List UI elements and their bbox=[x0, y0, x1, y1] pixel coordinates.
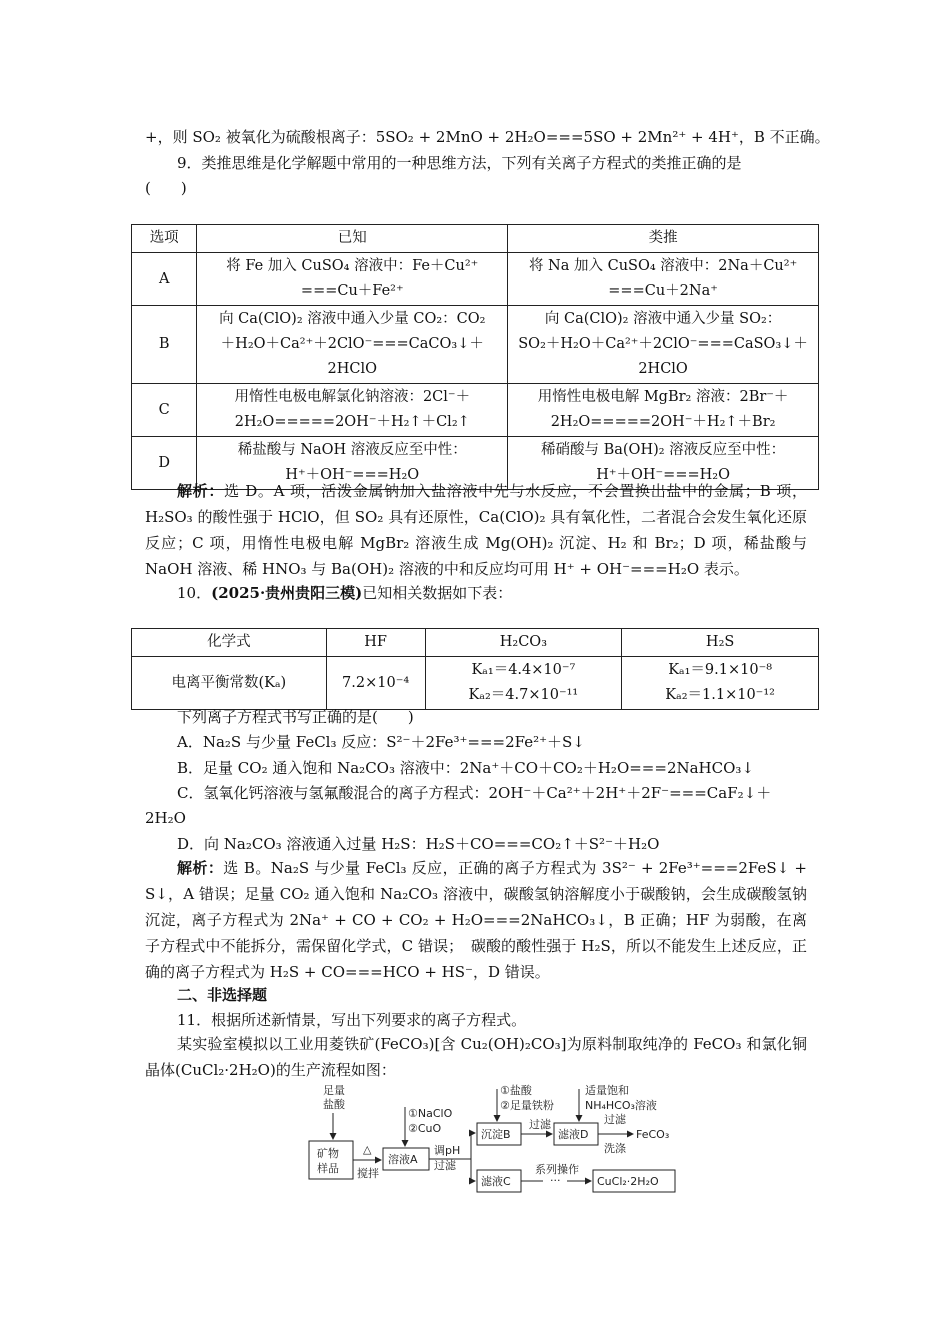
flow-input-hcl-1: 足量 bbox=[323, 1084, 345, 1097]
flow-d-reagent-2: NH₄HCO₃溶液 bbox=[585, 1099, 657, 1112]
q9-row-infer: 稀硝酸与 Ba(OH)₂ 溶液反应至中性： H⁺＋OH⁻===H₂O bbox=[508, 437, 819, 490]
flow-input-hcl-2: 盐酸 bbox=[323, 1098, 345, 1111]
q9-row-known: 将 Fe 加入 CuSO₄ 溶液中：Fe＋Cu²⁺ ===Cu＋Fe²⁺ bbox=[197, 253, 508, 306]
q9-row-known: 用惰性电极电解氯化钠溶液：2Cl⁻＋ 2H₂O=====2OH⁻＋H₂↑＋Cl₂↑ bbox=[197, 384, 508, 437]
q9-row-c bbox=[132, 384, 819, 437]
q9-row-option: B bbox=[132, 306, 197, 384]
process-flow-diagram bbox=[305, 1083, 685, 1198]
flow-filtrate-d: 滤液D bbox=[558, 1128, 589, 1141]
q9-row-known: 稀盐酸与 NaOH 溶液反应至中性： H⁺＋OH⁻===H₂O bbox=[197, 437, 508, 490]
q10-header-h2s: H₂S bbox=[622, 629, 819, 657]
q10-option-c: C．氢氧化钙溶液与氢氟酸混合的离子方程式：2OH⁻＋Ca²⁺＋2H⁺＋2F⁻===CaF₂↓＋ bbox=[177, 784, 772, 802]
q10-option-c-cont: 2H₂O bbox=[145, 809, 186, 827]
analysis-label: 解析： bbox=[177, 859, 224, 877]
flow-product-cucl2: CuCl₂·2H₂O bbox=[597, 1175, 659, 1188]
flow-wash: 洗涤 bbox=[604, 1142, 626, 1155]
q10-row-label: 电离平衡常数(Kₐ) bbox=[132, 657, 327, 710]
q9-row-infer: 用惰性电极电解 MgBr₂ 溶液：2Br⁻＋ 2H₂O=====2OH⁻＋H₂↑＋Br₂ bbox=[508, 384, 819, 437]
flow-d-reagent-1: 适量饱和 bbox=[585, 1084, 629, 1097]
flow-dots: ··· bbox=[550, 1174, 561, 1187]
q10-analysis bbox=[145, 855, 807, 985]
section-heading: 二、非选择题 bbox=[177, 986, 268, 1004]
flow-b-reagent-2: ②足量铁粉 bbox=[500, 1099, 554, 1112]
q9-row-option: C bbox=[132, 384, 197, 437]
q10-ask: 下列离子方程式书写正确的是( ) bbox=[177, 708, 414, 726]
q10-header-h2co3: H₂CO₃ bbox=[425, 629, 622, 657]
q10-header-formula: 化学式 bbox=[132, 629, 327, 657]
q10-option-a: A．Na₂S 与少量 FeCl₃ 反应：S²⁻＋2Fe³⁺===2Fe²⁺＋S↓ bbox=[177, 733, 585, 751]
flow-ore-1: 矿物 bbox=[317, 1147, 339, 1160]
flow-b-reagent-1: ①盐酸 bbox=[500, 1084, 532, 1097]
flow-filter-3: 过滤 bbox=[604, 1113, 626, 1126]
q9-row-known: 向 Ca(ClO)₂ 溶液中通入少量 CO₂：CO₂ ＋H₂O＋Ca²⁺＋2ClO⁻===CaCO₃↓＋ 2HClO bbox=[197, 306, 508, 384]
q10-number: 10． bbox=[177, 584, 212, 602]
flow-ore-2: 样品 bbox=[317, 1162, 339, 1175]
q9-answer-bracket: ( ) bbox=[145, 179, 187, 197]
q10-option-d: D．向 Na₂CO₃ 溶液通入过量 H₂S：H₂S＋CO===CO₂↑＋S²⁻＋H₂O bbox=[177, 835, 660, 853]
q10-source: (2025·贵州贵阳三模) bbox=[211, 584, 363, 602]
flow-series-ops: 系列操作 bbox=[535, 1163, 579, 1176]
q9-row-a bbox=[132, 253, 819, 306]
q10-option-b: B．足量 CO₂ 通入饱和 Na₂CO₃ 溶液中：2Na⁺＋CO＋CO₂＋H₂O===2NaHCO₃↓ bbox=[177, 759, 754, 777]
q9-analysis-text: 选 D。A 项，活泼金属钠加入盐溶液中先与水反应，不会置换出盐中的金属；B 项，H₂SO₃ 的酸性强于 HClO，但 SO₂ 具有还原性，Ca(ClO)₂ 具有氧化性，二者混合会发生氧化还原反应；C 项，用惰性电极电解 MgBr₂ 溶液生成 Mg(OH)₂ 沉淀、H₂ 和 Br₂；D 项，稀盐酸与 NaOH 溶液、稀 HNO₃ 与 Ba(OH)₂ 溶液的中和反应均可用 H⁺ + OH⁻===H₂O 表示。 bbox=[145, 482, 807, 578]
flow-filter-2: 过滤 bbox=[529, 1118, 551, 1131]
q9-row-infer: 将 Na 加入 CuSO₄ 溶液中：2Na＋Cu²⁺ ===Cu＋2Na⁺ bbox=[508, 253, 819, 306]
q9-row-option: A bbox=[132, 253, 197, 306]
flow-heat: △ bbox=[363, 1143, 372, 1156]
intro-tail-text: +，则 SO₂ 被氧化为硫酸根离子：5SO₂ + 2MnO + 2H₂O===5SO + 2Mn²⁺ + 4H⁺，B 不正确。 bbox=[145, 128, 830, 146]
q9-stem: 9．类推思维是化学解题中常用的一种思维方法，下列有关离子方程式的类推正确的是 bbox=[177, 154, 742, 172]
analysis-label: 解析： bbox=[177, 482, 225, 500]
q9-header-known: 已知 bbox=[197, 225, 508, 253]
q9-analysis bbox=[145, 478, 807, 582]
flow-stir: 搅拌 bbox=[357, 1167, 379, 1180]
q10-h2s-ka: Kₐ₁＝9.1×10⁻⁸ Kₐ₂＝1.1×10⁻¹² bbox=[622, 657, 819, 710]
flow-precipitate-b: 沉淀B bbox=[481, 1128, 511, 1141]
q10-hf-ka: 7.2×10⁻⁴ bbox=[326, 657, 425, 710]
flow-product-feco3: FeCO₃ bbox=[636, 1128, 670, 1141]
q10-stem-line bbox=[177, 582, 512, 604]
q10-h2co3-ka: Kₐ₁＝4.4×10⁻⁷ Kₐ₂＝4.7×10⁻¹¹ bbox=[425, 657, 622, 710]
flow-reagent-cuo: ②CuO bbox=[408, 1122, 442, 1135]
q10-analysis-text: 选 B。Na₂S 与少量 FeCl₃ 反应，正确的离子方程式为 3S²⁻ + 2Fe³⁺===2FeS↓ + S↓，A 错误；足量 CO₂ 通入饱和 Na₂CO₃ 溶液中，碳酸氢钠溶解度小于碳酸钠，会生成碳酸氢钠沉淀，离子方程式为 2Na⁺ + CO + CO₂ + H₂O===2NaHCO₃↓，B 正确；HF 为弱酸，在离子方程式中不能拆分，需保留化学式，C 错误； 碳酸的酸性强于 H₂S，所以不能发生上述反应，正确的离子方程式为 H₂S + CO===HCO + HS⁻，D 错误。 bbox=[145, 859, 807, 981]
flow-adjust-ph: 调pH bbox=[434, 1144, 461, 1157]
q10-stem: 已知相关数据如下表： bbox=[362, 584, 513, 602]
flow-filter-1: 过滤 bbox=[434, 1159, 456, 1172]
q10-table bbox=[131, 628, 819, 710]
flow-solution-a: 溶液A bbox=[388, 1153, 418, 1166]
q9-row-b bbox=[132, 306, 819, 384]
q10-header-hf: HF bbox=[326, 629, 425, 657]
q9-header-infer: 类推 bbox=[508, 225, 819, 253]
q11-stem: 11．根据所述新情景，写出下列要求的离子方程式。 bbox=[177, 1011, 527, 1029]
q9-header-option: 选项 bbox=[132, 225, 197, 253]
q9-row-option: D bbox=[132, 437, 197, 490]
flow-filtrate-c: 滤液C bbox=[481, 1175, 511, 1188]
q9-table bbox=[131, 224, 819, 490]
q11-description: 某实验室模拟以工业用菱铁矿(FeCO₃)[含 Cu₂(OH)₂CO₃]为原料制取纯净的 FeCO₃ 和氯化铜晶体(CuCl₂·2H₂O)的生产流程如图： bbox=[145, 1035, 807, 1079]
flow-reagent-naclo: ①NaClO bbox=[408, 1107, 453, 1120]
q9-row-infer: 向 Ca(ClO)₂ 溶液中通入少量 SO₂： SO₂＋H₂O＋Ca²⁺＋2ClO⁻===CaSO₃↓＋ 2HClO bbox=[508, 306, 819, 384]
